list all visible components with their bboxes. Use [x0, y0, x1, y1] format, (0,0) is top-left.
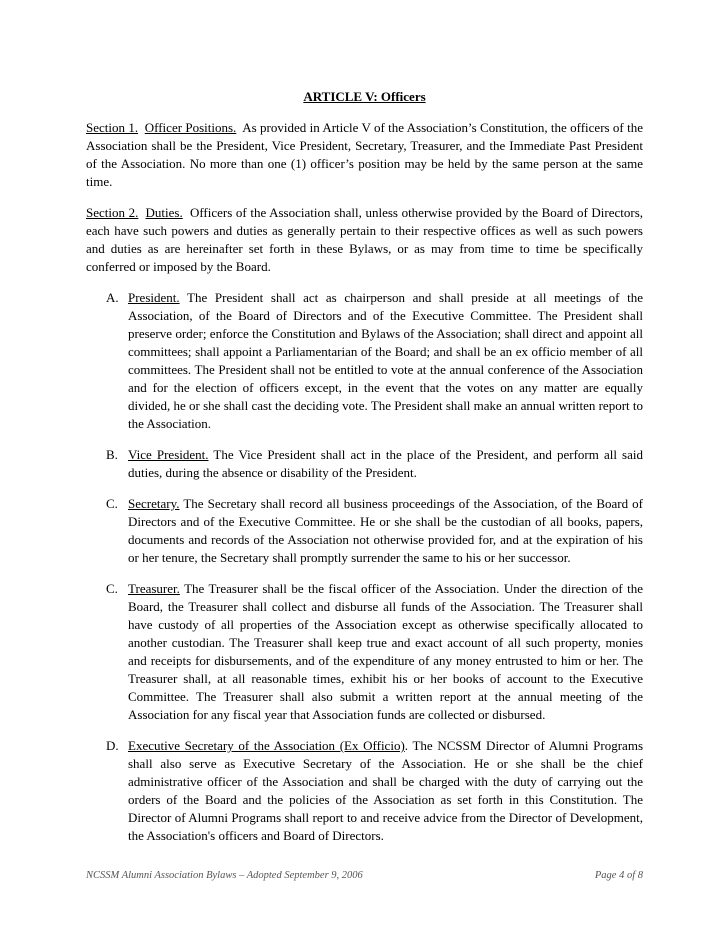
- section-1: [86, 119, 643, 191]
- list-item-letter: B.: [106, 447, 118, 462]
- list-item-text: The Treasurer shall be the fiscal officer of the Association. Under the direction of the Board, the Treasurer shall collect and disburse all funds of the Association. The Treasurer shall have custody of all properties of the Association except as otherwise specifically allocated to another custodian. The Treasurer shall keep true and exact account of all such property, monies and receipts for disbursements, and of the expenditure of any money entrusted to him or her. The Treasurer shall, at all reasonable times, exhibit his or her books of account to the Executive Committee. The Treasurer shall also submit a written report at the annual meeting of the Association for any fiscal year that Association funds are collected or disbursed.: [128, 581, 643, 722]
- list-item-text: . The NCSSM Director of Alumni Programs shall also serve as Executive Secretary of the Association. He or she shall be the chief administrative officer of the Association and shall be charged with the duty of carrying out the orders of the Board and the policies of the Association as set forth in this Constitution. The Director of Alumni Programs shall report to and receive advice from the Director of Development, the Association's officers and Board of Directors.: [128, 738, 643, 843]
- list-item-vice-president: [86, 446, 643, 482]
- list-item-text: The Secretary shall record all business proceedings of the Association, of the Board of Directors and of the Executive Committee. He or she shall be the custodian of all books, papers, documents and records of the Association not otherwise provided for, and at the expiration of his or her tenure, the Secretary shall promptly surrender the same to his or her successor.: [128, 496, 644, 565]
- list-item-text: The President shall act as chairperson and shall preside at all meetings of the Association, of the Board of Directors and of the Executive Committee. The President shall preserve order; enforce the Constitution and Bylaws of the Association; shall direct and appoint all committees; shall appoint a Parliamentarian of the Board; and shall be an ex officio member of all committees. The President shall not be entitled to vote at the annual conference of the Association and for the election of officers except, in the event that the votes on any matter are equally divided, he or she shall cast the deciding vote. The President shall make an annual written report to the Association.: [128, 290, 643, 431]
- section-2-label: Section 2.: [86, 205, 139, 220]
- list-item-letter: C.: [106, 496, 118, 511]
- list-item-heading: Treasurer.: [128, 581, 180, 596]
- list-item-treasurer: [86, 580, 643, 724]
- footer-page-number: Page 4 of 8: [594, 870, 643, 881]
- list-item-secretary: [86, 495, 643, 567]
- list-item-text: The Vice President shall act in the place of the President, and perform all said duties, during the absence or disability of the President.: [128, 447, 643, 480]
- section-2-text: Officers of the Association shall, unless otherwise provided by the Board of Directors, each have such powers and duties as generally pertain to their respective offices as well as such powers and duties as are hereinafter set forth in these Bylaws, or as may from time to time be specifically conferred or imposed by the Board.: [86, 205, 644, 274]
- list-item-heading: Executive Secretary of the Association (Ex Officio): [128, 738, 405, 753]
- list-item-letter: A.: [106, 290, 119, 305]
- document-page: [86, 88, 643, 858]
- list-item-letter: D.: [106, 738, 119, 753]
- section-1-text: As provided in Article V of the Association’s Constitution, the officers of the Association shall be the President, Vice President, Secretary, Treasurer, and the Immediate Past President of the Association. No more than one (1) officer’s position may be held by the same person at the same time.: [86, 120, 643, 189]
- page-footer: [86, 869, 643, 883]
- officer-duties-list: [86, 289, 643, 845]
- list-item-heading: President.: [128, 290, 180, 305]
- section-2-heading: Duties.: [145, 205, 183, 220]
- section-1-label: Section 1.: [86, 120, 139, 135]
- list-item-president: [86, 289, 643, 433]
- footer-document-title: NCSSM Alumni Association Bylaws – Adopted September 9, 2006: [86, 870, 363, 881]
- section-1-heading: Officer Positions.: [144, 120, 237, 135]
- section-2: [86, 204, 643, 276]
- list-item-letter: C.: [106, 581, 118, 596]
- list-item-executive-secretary: [86, 737, 643, 845]
- list-item-heading: Secretary.: [128, 496, 180, 511]
- list-item-heading: Vice President.: [128, 447, 209, 462]
- article-title: ARTICLE V: Officers: [303, 89, 426, 104]
